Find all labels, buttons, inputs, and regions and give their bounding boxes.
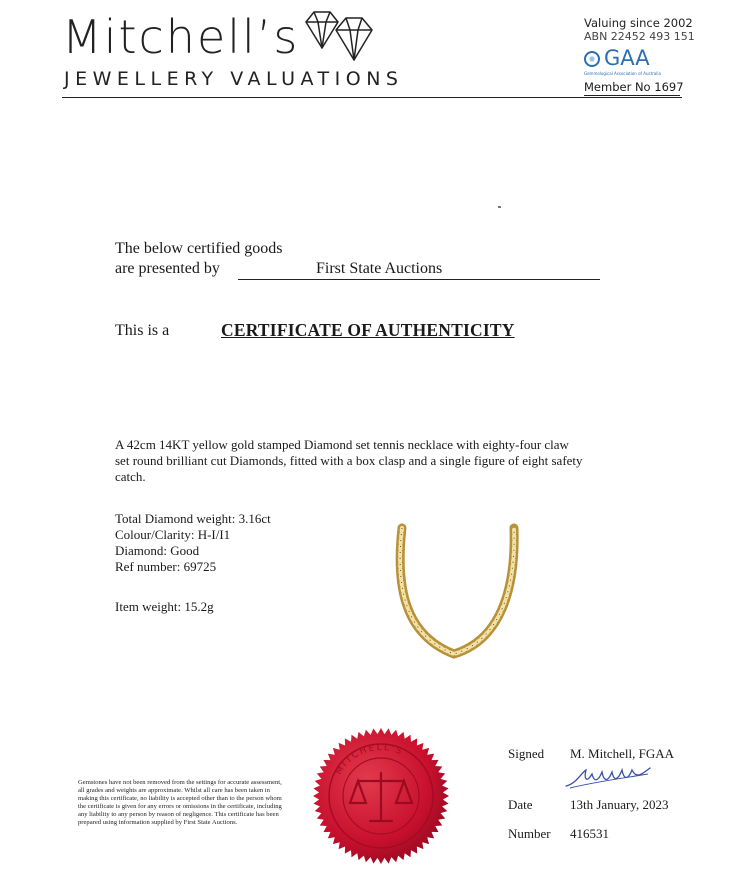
seal-text: MITCHELL'S bbox=[333, 742, 405, 777]
date-label: Date bbox=[508, 797, 533, 812]
number-label: Number bbox=[508, 826, 551, 841]
brand-name: Mitchell’s bbox=[62, 10, 300, 64]
date-value: 13th January, 2023 bbox=[570, 797, 669, 812]
gaa-text: GAA bbox=[604, 46, 650, 70]
certificate-title: CERTIFICATE OF AUTHENTICITY bbox=[221, 320, 515, 340]
presenter-name: First State Auctions bbox=[316, 260, 443, 277]
member-number: Member No 1697 bbox=[584, 80, 684, 94]
abn-text: ABN 22452 493 151 bbox=[584, 30, 695, 43]
header-divider bbox=[62, 97, 682, 98]
disclaimer-text: Gemstones have not been removed from the settings for accurate assessment, all grades and weights are approximate. Whilst all care has been taken in making this certificate, no liability is accepted other than to the person whom the certificate is given for any errors or omissions in the certificate, including any liability to any person by reason of negligence. This certificate has been prepared using information supplied by First State Auctions. bbox=[78, 779, 282, 826]
number-value: 416531 bbox=[570, 826, 609, 841]
diamond-logo-icon bbox=[300, 8, 376, 64]
intro-line-1: The below certified goods bbox=[115, 240, 283, 257]
spec-total-weight: Total Diamond weight: 3.16ct bbox=[115, 511, 271, 526]
intro-line-2: are presented by bbox=[115, 260, 220, 277]
scan-speck bbox=[498, 206, 501, 208]
brand-subtitle: JEWELLERY VALUATIONS bbox=[64, 68, 404, 90]
spec-colour-clarity: Colour/Clarity: H-I/I1 bbox=[115, 527, 231, 542]
signed-value: M. Mitchell, FGAA bbox=[570, 746, 674, 761]
certificate-prefix: This is a bbox=[115, 322, 170, 339]
gaa-full-name: Gemmological Association of Australia bbox=[584, 71, 661, 76]
member-underline bbox=[584, 95, 680, 96]
gaa-emblem-icon bbox=[584, 51, 600, 67]
spec-diamond-grade: Diamond: Good bbox=[115, 543, 200, 558]
spec-item-weight: Item weight: 15.2g bbox=[115, 599, 214, 614]
necklace-image bbox=[372, 522, 540, 664]
valuing-since-text: Valuing since 2002 bbox=[584, 16, 693, 30]
signed-label: Signed bbox=[508, 746, 545, 761]
signature-icon bbox=[564, 764, 652, 790]
wax-seal bbox=[312, 727, 450, 865]
spec-ref-number: Ref number: 69725 bbox=[115, 559, 217, 574]
item-description: A 42cm 14KT yellow gold stamped Diamond set tennis necklace with eighty-four claw set round brilliant cut Diamonds, fitted with a box clasp and a single figure of eight safety catch. bbox=[115, 437, 583, 484]
